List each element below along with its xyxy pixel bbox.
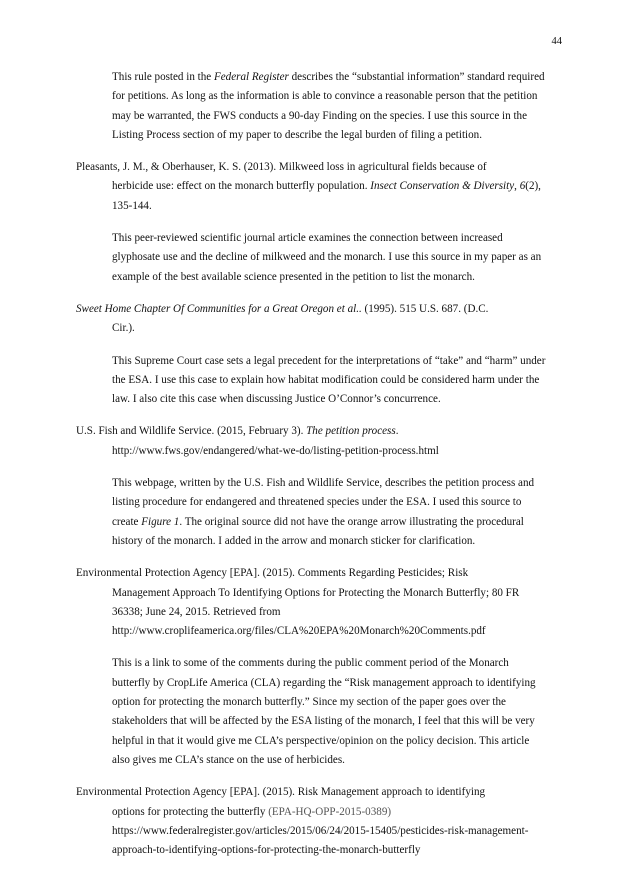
journal-title: Insect Conservation & Diversity	[370, 180, 515, 193]
case-title: Sweet Home Chapter Of Communities for a Great Oregon et al..	[76, 302, 362, 315]
figure-reference: Figure 1	[141, 515, 180, 528]
citation-line: Management Approach To Identifying Options for Protecting the Monarch Butterfly; 80 FR	[112, 586, 520, 599]
citation-line: herbicide use: effect on the monarch butterfly population. Insect Conservation & Diversity, 6(2),	[112, 180, 541, 193]
citation-line: U.S. Fish and Wildlife Service. (2015, February 3). The petition process.	[76, 425, 399, 438]
annotation-line: for petitions. As long as the information is able to convince a reasonable person that the petition	[112, 90, 538, 103]
webpage-title: The petition process	[306, 425, 396, 438]
annotation-line: may be warranted, the FWS conducts a 90-day Finding on the species. I use this source in the	[112, 109, 527, 122]
annotation-line: also gives me CLA’s stance on the use of herbicides.	[112, 753, 345, 766]
entry-pleasants	[76, 158, 562, 287]
annotation-line: Listing Process section of my paper to describe the legal burden of filing a petition.	[112, 128, 483, 141]
annotation-line: glyphosate use and the decline of milkweed and the monarch. I use this source in my paper as an	[112, 251, 542, 264]
citation-url[interactable]: http://www.fws.gov/endangered/what-we-do/listing-petition-process.html	[112, 444, 439, 457]
citation-line: Sweet Home Chapter Of Communities for a Great Oregon et al.. (1995). 515 U.S. 687. (D.C.	[76, 302, 489, 315]
citation-line: 135-144.	[112, 199, 152, 212]
docket-number: (EPA-HQ-OPP-2015-0389)	[268, 805, 392, 818]
annotation-line: This rule posted in the Federal Register describes the “substantial information” standard required	[112, 71, 545, 83]
annotation-line: This Supreme Court case sets a legal precedent for the interpretations of “take” and “harm” under	[112, 354, 546, 367]
annotation-line: helpful in that it would give me CLA’s perspective/opinion on the policy decision. This article	[112, 734, 530, 747]
entry-epa-risk-management	[76, 783, 562, 860]
citation-line: Environmental Protection Agency [EPA]. (2015). Risk Management approach to identifying	[76, 786, 486, 799]
citation-url[interactable]: https://www.federalregister.gov/articles/2015/06/24/2015-15405/pesticides-risk-management-	[112, 824, 529, 837]
annotation-line: the ESA. I use this case to explain how habitat modification could be considered harm under the	[112, 373, 540, 386]
citation-line: options for protecting the butterfly (EPA-HQ-OPP-2015-0389)	[112, 805, 392, 818]
citation-url[interactable]: http://www.croplifeamerica.org/files/CLA%20EPA%20Monarch%20Comments.pdf	[112, 625, 486, 638]
entry-epa-comments	[76, 564, 562, 770]
annotation-line: law. I also cite this case when discussing Justice O’Connor’s concurrence.	[112, 393, 441, 406]
citation-url[interactable]: approach-to-identifying-options-for-protecting-the-monarch-butterfly	[112, 844, 421, 857]
annotation-federal-register	[76, 68, 562, 145]
annotation-line: option for protecting the monarch butterfly.” Since my section of the paper goes over the	[112, 696, 506, 709]
citation-line: 36338; June 24, 2015. Retrieved from	[112, 605, 281, 618]
citation-line: Pleasants, J. M., & Oberhauser, K. S. (2013). Milkweed loss in agricultural fields because of	[76, 161, 487, 174]
bibliography	[76, 68, 562, 873]
entry-sweet-home	[76, 300, 562, 409]
annotation-line: This is a link to some of the comments during the public comment period of the Monarch	[112, 657, 509, 670]
annotation-line: butterfly by CropLife America (CLA) regarding the “Risk management approach to identifying	[112, 676, 536, 689]
citation-line: Cir.).	[112, 322, 135, 335]
annotation-line: listing procedure for endangered and threatened species under the ESA. I used this source to	[112, 496, 522, 509]
annotation-line: This peer-reviewed scientific journal article examines the connection between increased	[112, 232, 503, 245]
annotation-line: This webpage, written by the U.S. Fish and Wildlife Service, describes the petition process and	[112, 477, 535, 490]
annotation-line: create Figure 1. The original source did not have the orange arrow illustrating the procedural	[112, 515, 524, 528]
page-number: 44	[551, 36, 562, 47]
citation-line: Environmental Protection Agency [EPA]. (2015). Comments Regarding Pesticides; Risk	[76, 567, 469, 580]
annotation-line: history of the monarch. I added in the arrow and monarch sticker for clarification.	[112, 534, 476, 547]
annotation-line: example of the best available science presented in the petition to list the monarch.	[112, 270, 475, 283]
annotation-line: stakeholders that will be affected by the ESA listing of the monarch, I feel that this will be very	[112, 715, 535, 728]
journal-volume: 6	[519, 180, 526, 193]
federal-register-title: Federal Register	[213, 71, 289, 83]
entry-fws	[76, 422, 562, 551]
